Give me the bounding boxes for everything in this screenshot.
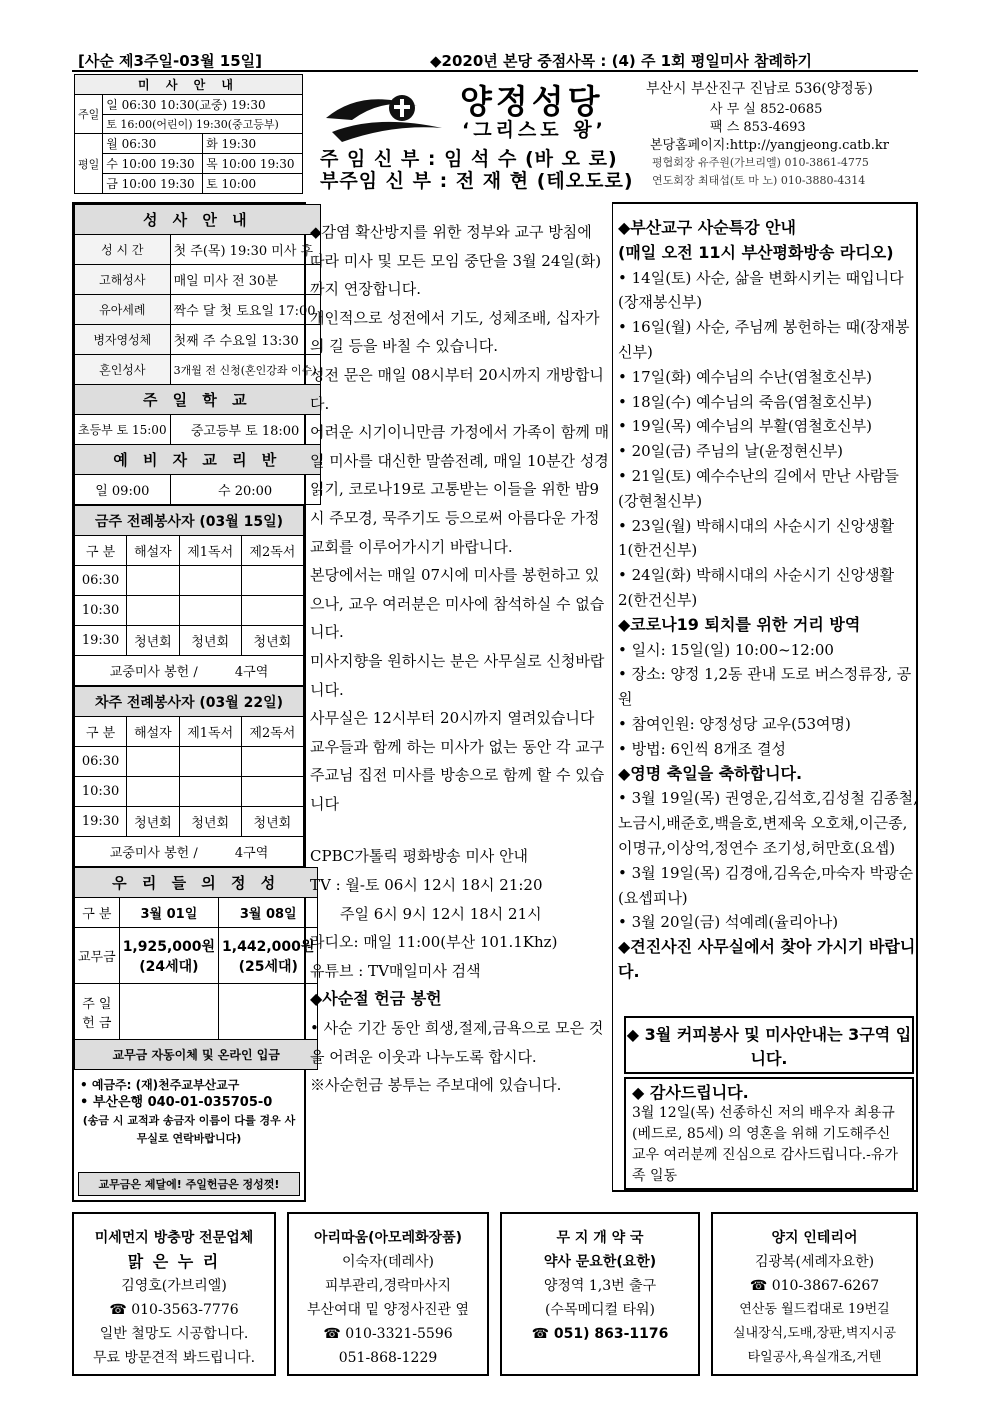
catechumen-time: 수 20:00 — [170, 475, 320, 505]
left-column — [72, 202, 317, 1202]
amount-cell: 1,442,000원 (25세대) — [219, 928, 318, 984]
focus-label: ◆2020년 본당 중점사목 : (4) 주 1회 평일미사 참례하기 — [430, 52, 812, 70]
server-cell: 청년회 — [179, 807, 241, 837]
weekday-cell: 화 19:30 — [203, 134, 303, 154]
lecture-item: • 14일(토) 사순, 삶을 변화시키는 때입니다(장재봉신부) — [618, 268, 904, 312]
covid-title: ◆코로나19 퇴치를 위한 거리 방역 — [618, 614, 861, 634]
ad-line: 아리따움(아모레화장품) — [313, 1230, 463, 1246]
mass-schedule — [74, 74, 303, 194]
ad-cosmetics — [287, 1212, 489, 1376]
servers-this-title: 금주 전례봉사자 (03월 15일) — [75, 506, 304, 536]
thanks-title: ◆ 감사드립니다. — [632, 1083, 749, 1102]
right-column — [618, 216, 918, 985]
ad-line: ☎ 010-3563-7776 — [109, 1302, 239, 1318]
lecture-item: • 17일(화) 예수님의 수난(염철호신부) — [618, 367, 873, 386]
sacrament-value: 짝수 달 첫 토요일 17:00 — [170, 295, 320, 325]
weekday-cell: 금 10:00 19:30 — [103, 174, 203, 194]
mass-title: 미 사 안 내 — [75, 75, 303, 95]
col-header: 제1독서 — [179, 536, 241, 566]
notice-text: 어려운 시기이니만큼 가정에서 가족이 함께 매일 미사를 대신한 말씀전례, 매일 10분간 성경읽기, 코로나19로 고통받는 이들을 위한 밤9시 주모경, 묵주기도 등으로써 아름다운 가정교회를 이루어가시기 바랍니다. — [310, 423, 610, 556]
cpbc-title: CPBC가톨릭 평화방송 미사 안내 — [310, 847, 529, 866]
middle-school-time: 중고등부 토 18:00 — [170, 415, 320, 445]
time-cell: 06:30 — [75, 747, 127, 777]
sacrament-label: 혼인성사 — [75, 355, 171, 385]
offering-title: 우 리 들 의 정 성 — [75, 868, 318, 898]
cpbc-line: 유튜브 : TV매일미사 검색 — [310, 961, 481, 980]
ad-line: ☎ 010-3867-6267 — [749, 1278, 880, 1294]
youth-contact: 연도회장 최태섭(토 마 노) 010-3880-4314 — [652, 174, 866, 187]
ad-line: 양지 인테리어 — [771, 1230, 858, 1246]
weekday-label: 평일 — [75, 134, 103, 194]
feast-item: • 3월 20일(금) 석예례(율리아나) — [618, 913, 839, 932]
assistant-pastor: 부주임 신 부 : 전 재 현 (테오도로) — [320, 170, 634, 192]
col-header: 해설자 — [127, 536, 179, 566]
sacrament-title: 성 사 안 내 — [75, 205, 321, 235]
header-bar — [72, 48, 918, 72]
ad-screen — [72, 1212, 276, 1376]
server-cell: 청년회 — [127, 807, 179, 837]
office-phone: 사 무 실 852-0685 — [710, 102, 823, 117]
ad-line: 051-868-1229 — [338, 1350, 438, 1366]
col-header: 3월 01일 — [119, 898, 218, 928]
weekday-cell: 수 10:00 19:30 — [103, 154, 203, 174]
account-holder: • 예금주: (재)천주교부산교구 — [80, 1078, 240, 1092]
amount-cell: 1,925,000원 (24세대) — [119, 928, 218, 984]
servers-this-week — [74, 505, 304, 686]
ad-line: 김광복(세례자요한) — [754, 1254, 875, 1270]
col-header: 구 분 — [75, 536, 127, 566]
offering-slogan: 교무금은 제달에! 주일헌금은 정성껏! — [78, 1172, 300, 1196]
thanks-text: 3월 12일(목) 선종하신 저의 배우자 최용규(베드로, 85세) 의 영혼을 위해 기도해주신 교우 여러분께 진심으로 감사드립니다.-유가족 일동 — [632, 1105, 898, 1184]
cpbc-line: TV : 월-토 06시 12시 18시 21:20 — [310, 876, 543, 895]
covid-item: • 장소: 양정 1,2동 관내 도로 버스정류장, 공원 — [618, 665, 912, 709]
covid-item: • 방법: 6인씩 8개조 결성 — [618, 739, 786, 758]
notice-text: 사무실은 12시부터 20시까지 열려있습니다 — [310, 709, 595, 728]
lecture-title: ◆부산교구 사순특강 안내 — [618, 218, 797, 237]
offering-table — [74, 867, 318, 1070]
lent-title: ◆사순절 헌금 봉헌 — [310, 989, 442, 1009]
server-cell: 청년회 — [179, 626, 241, 656]
church-logo — [322, 80, 452, 152]
ad-line: 무 지 개 약 국 — [556, 1230, 644, 1246]
ad-line: 실내장식,도배,장판,벽지시공 — [732, 1326, 897, 1341]
lecture-item: • 16일(월) 사순, 주님께 봉헌하는 때(장재봉신부) — [618, 318, 910, 361]
lent-note: ※사순헌금 봉투는 주보대에 있습니다. — [310, 1076, 562, 1095]
time-cell: 19:30 — [75, 626, 127, 656]
header-divider — [72, 70, 918, 72]
sacrament-value: 첫 주(목) 19:30 미사 후 — [170, 235, 320, 265]
notice-text: 본당에서는 매일 07시에 미사를 봉헌하고 있으나, 교우 여러분은 미사에 참석하실 수 없습니다. — [310, 566, 605, 642]
feast-title: ◆영명 축일을 축하합니다. — [618, 763, 803, 783]
cpbc-line: 라디오: 매일 11:00(부산 101.1Khz) — [310, 933, 558, 952]
time-cell: 06:30 — [75, 566, 127, 596]
notice-text: 개인적으로 성전에서 기도, 성체조배, 십자가의 길 등을 바칠 수 있습니다. — [310, 308, 600, 356]
covid-item: • 참여인원: 양정성당 교우(53여명) — [618, 714, 851, 733]
catechumen-title: 예 비 자 교 리 반 — [75, 445, 321, 475]
sunday-label: 주일 — [75, 95, 103, 134]
ad-line: ☎ 010-3321-5596 — [323, 1326, 453, 1342]
sacrament-label: 유아세례 — [75, 295, 171, 325]
coffee-box: ◆ 3월 커피봉사 및 미사안내는 3구역 입니다. — [624, 1016, 914, 1074]
notice-text: 교우들과 함께 하는 미사가 없는 동안 각 교구 주교님 집전 미사를 방송으로 함께 할 수 있습니다 — [310, 737, 605, 813]
sacrament-value: 3개월 전 신청(혼인강좌 이수) — [170, 355, 320, 385]
ad-line: 연산동 월드컵대로 19번길 — [739, 1302, 890, 1317]
ad-line: 김영호(가브리엘) — [121, 1278, 227, 1294]
notice-text: 성전 문은 매일 08시부터 20시까지 개방합니다. — [310, 365, 604, 413]
ad-line: 타일공사,욕실개조,거텐 — [747, 1350, 882, 1365]
server-cell: 청년회 — [127, 626, 179, 656]
account-number: • 부산은행 040-01-035705-0 — [80, 1095, 273, 1110]
notice-column — [310, 218, 610, 1100]
ad-interior — [711, 1212, 918, 1376]
ad-line: (수목메디컬 타워) — [544, 1302, 656, 1318]
servers-next-title: 차주 전례봉사자 (03월 22일) — [75, 687, 304, 717]
notice-text: 미사지향을 원하시는 분은 사무실로 신청바랍니다. — [310, 651, 605, 699]
address: 부산시 부산진구 진남로 536(양정동) — [646, 81, 873, 97]
col-header: 제1독서 — [179, 717, 241, 747]
week-label: [사순 제3주일-03월 15일] — [78, 52, 262, 70]
lecture-item: • 24일(화) 박해시대의 사순시기 신앙생활2(한건신부) — [618, 566, 895, 609]
lecture-subtitle: (매일 오전 11시 부산평화방송 라디오) — [618, 242, 894, 262]
time-cell: 19:30 — [75, 807, 127, 837]
patron: ‘그리스도 왕’ — [462, 119, 607, 141]
ad-line: 미세먼지 방충망 전문업체 — [94, 1230, 254, 1246]
sunday-row: 일 06:30 10:30(교중) 19:30 — [103, 95, 303, 115]
fax: 팩 스 853-4693 — [710, 120, 806, 135]
sacrament-label: 고해성사 — [75, 265, 171, 295]
feast-item: • 3월 19일(목) 김경애,김옥순,마숙자 박광순(요셉피나) — [618, 863, 914, 907]
ad-line: 이숙자(데레사) — [341, 1254, 435, 1270]
col-header: 구 분 — [75, 898, 120, 928]
transfer-title: 교무금 자동이체 및 온라인 입금 — [75, 1040, 318, 1070]
thanks-box — [624, 1077, 914, 1190]
sacrament-value: 첫째 주 수요일 13:30 — [170, 325, 320, 355]
covid-item: • 일시: 15일(일) 10:00~12:00 — [618, 640, 834, 659]
notice-text: ◆감염 확산방지를 위한 정부와 교구 방침에 따라 미사 및 모든 모임 중단을 3월 24일(화)까지 연장합니다. — [310, 223, 602, 299]
offering-assignment: 교중미사 봉헌 / 4구역 — [75, 656, 304, 686]
sacrament-label: 병자영성체 — [75, 325, 171, 355]
col-header: 해설자 — [127, 717, 179, 747]
saturday-row: 토 16:00(어린이) 19:30(중고등부) — [103, 115, 303, 134]
ad-line: 일반 철망도 시공합니다. — [99, 1326, 249, 1342]
server-cell: 청년회 — [241, 626, 303, 656]
president-contact: 평협회장 유주원(가브리엘) 010-3861-4775 — [652, 156, 869, 169]
cpbc-line: 주일 6시 9시 12시 18시 21시 — [340, 904, 542, 923]
ad-pharmacy — [500, 1212, 700, 1376]
sunday-school-title: 주 일 학 교 — [75, 385, 321, 415]
col-header: 제2독서 — [241, 536, 303, 566]
col-header: 구 분 — [75, 717, 127, 747]
feast-item: • 3월 19일(목) 권영운,김석호,김성철 김종철,노금시,배준호,백을호,변제욱 오호채,이근종,이명규,이상억,정연수 조기성,허만호(요셉) — [618, 789, 918, 857]
ad-line: ☎ 051) 863-1176 — [531, 1326, 669, 1342]
offering-assignment: 교중미사 봉헌 / 4구역 — [75, 837, 304, 867]
ad-line: 양정역 1,3번 출구 — [543, 1278, 657, 1294]
church-name: 양정성당 — [460, 82, 604, 121]
lecture-item: • 21일(토) 예수수난의 길에서 만난 사람들(강현철신부) — [618, 466, 899, 510]
weekday-cell: 토 10:00 — [203, 174, 303, 194]
weekday-cell: 목 10:00 19:30 — [203, 154, 303, 174]
ad-line: 피부관리,경락마사지 — [324, 1278, 452, 1294]
col-header: 제2독서 — [241, 717, 303, 747]
sacrament-value: 매일 미사 전 30분 — [170, 265, 320, 295]
ad-line: 맑 은 누 리 — [127, 1252, 221, 1271]
lecture-item: • 20일(금) 주님의 날(윤정현신부) — [618, 442, 844, 461]
ad-line: 약사 문요한(요한) — [543, 1254, 657, 1270]
account-note: (송금 시 교적과 송금자 이름이 다를 경우 사무실로 연락바랍니다) — [82, 1114, 296, 1145]
photo-notice: ◆견진사진 사무실에서 찾아 가시기 바랍니다. — [618, 937, 916, 981]
elementary-time: 초등부 토 15:00 — [75, 415, 171, 445]
row-label: 주 일 헌 금 — [75, 984, 120, 1040]
sacrament-table — [74, 204, 321, 505]
ad-line: 부산여대 밑 양정사진관 옆 — [306, 1302, 470, 1318]
lecture-item: • 23일(월) 박해시대의 사순시기 신앙생활1(한건신부) — [618, 516, 895, 560]
account-info — [74, 1070, 304, 1154]
sacrament-label: 성 시 간 — [75, 235, 171, 265]
servers-next-week — [74, 686, 304, 867]
lecture-item: • 18일(수) 예수님의 죽음(염철호신부) — [618, 392, 873, 411]
lecture-item: • 19일(목) 예수님의 부활(염철호신부) — [618, 417, 873, 436]
catechumen-time: 일 09:00 — [75, 475, 171, 505]
weekday-cell: 월 06:30 — [103, 134, 203, 154]
homepage-link[interactable]: 본당홈페이지:http://yangjeong.catb.kr — [650, 138, 889, 153]
row-label: 교무금 — [75, 928, 120, 984]
pastor: 주 임 신 부 : 임 석 수 (바 오 로) — [320, 148, 618, 170]
time-cell: 10:30 — [75, 596, 127, 626]
col-header: 3월 08일 — [219, 898, 318, 928]
server-cell: 청년회 — [241, 807, 303, 837]
lent-text: • 사순 기간 동안 희생,절제,금욕으로 모은 것을 어려운 이웃과 나누도록 합시다. — [310, 1019, 604, 1066]
ad-line: 무료 방문견적 봐드립니다. — [92, 1350, 256, 1366]
time-cell: 10:30 — [75, 777, 127, 807]
